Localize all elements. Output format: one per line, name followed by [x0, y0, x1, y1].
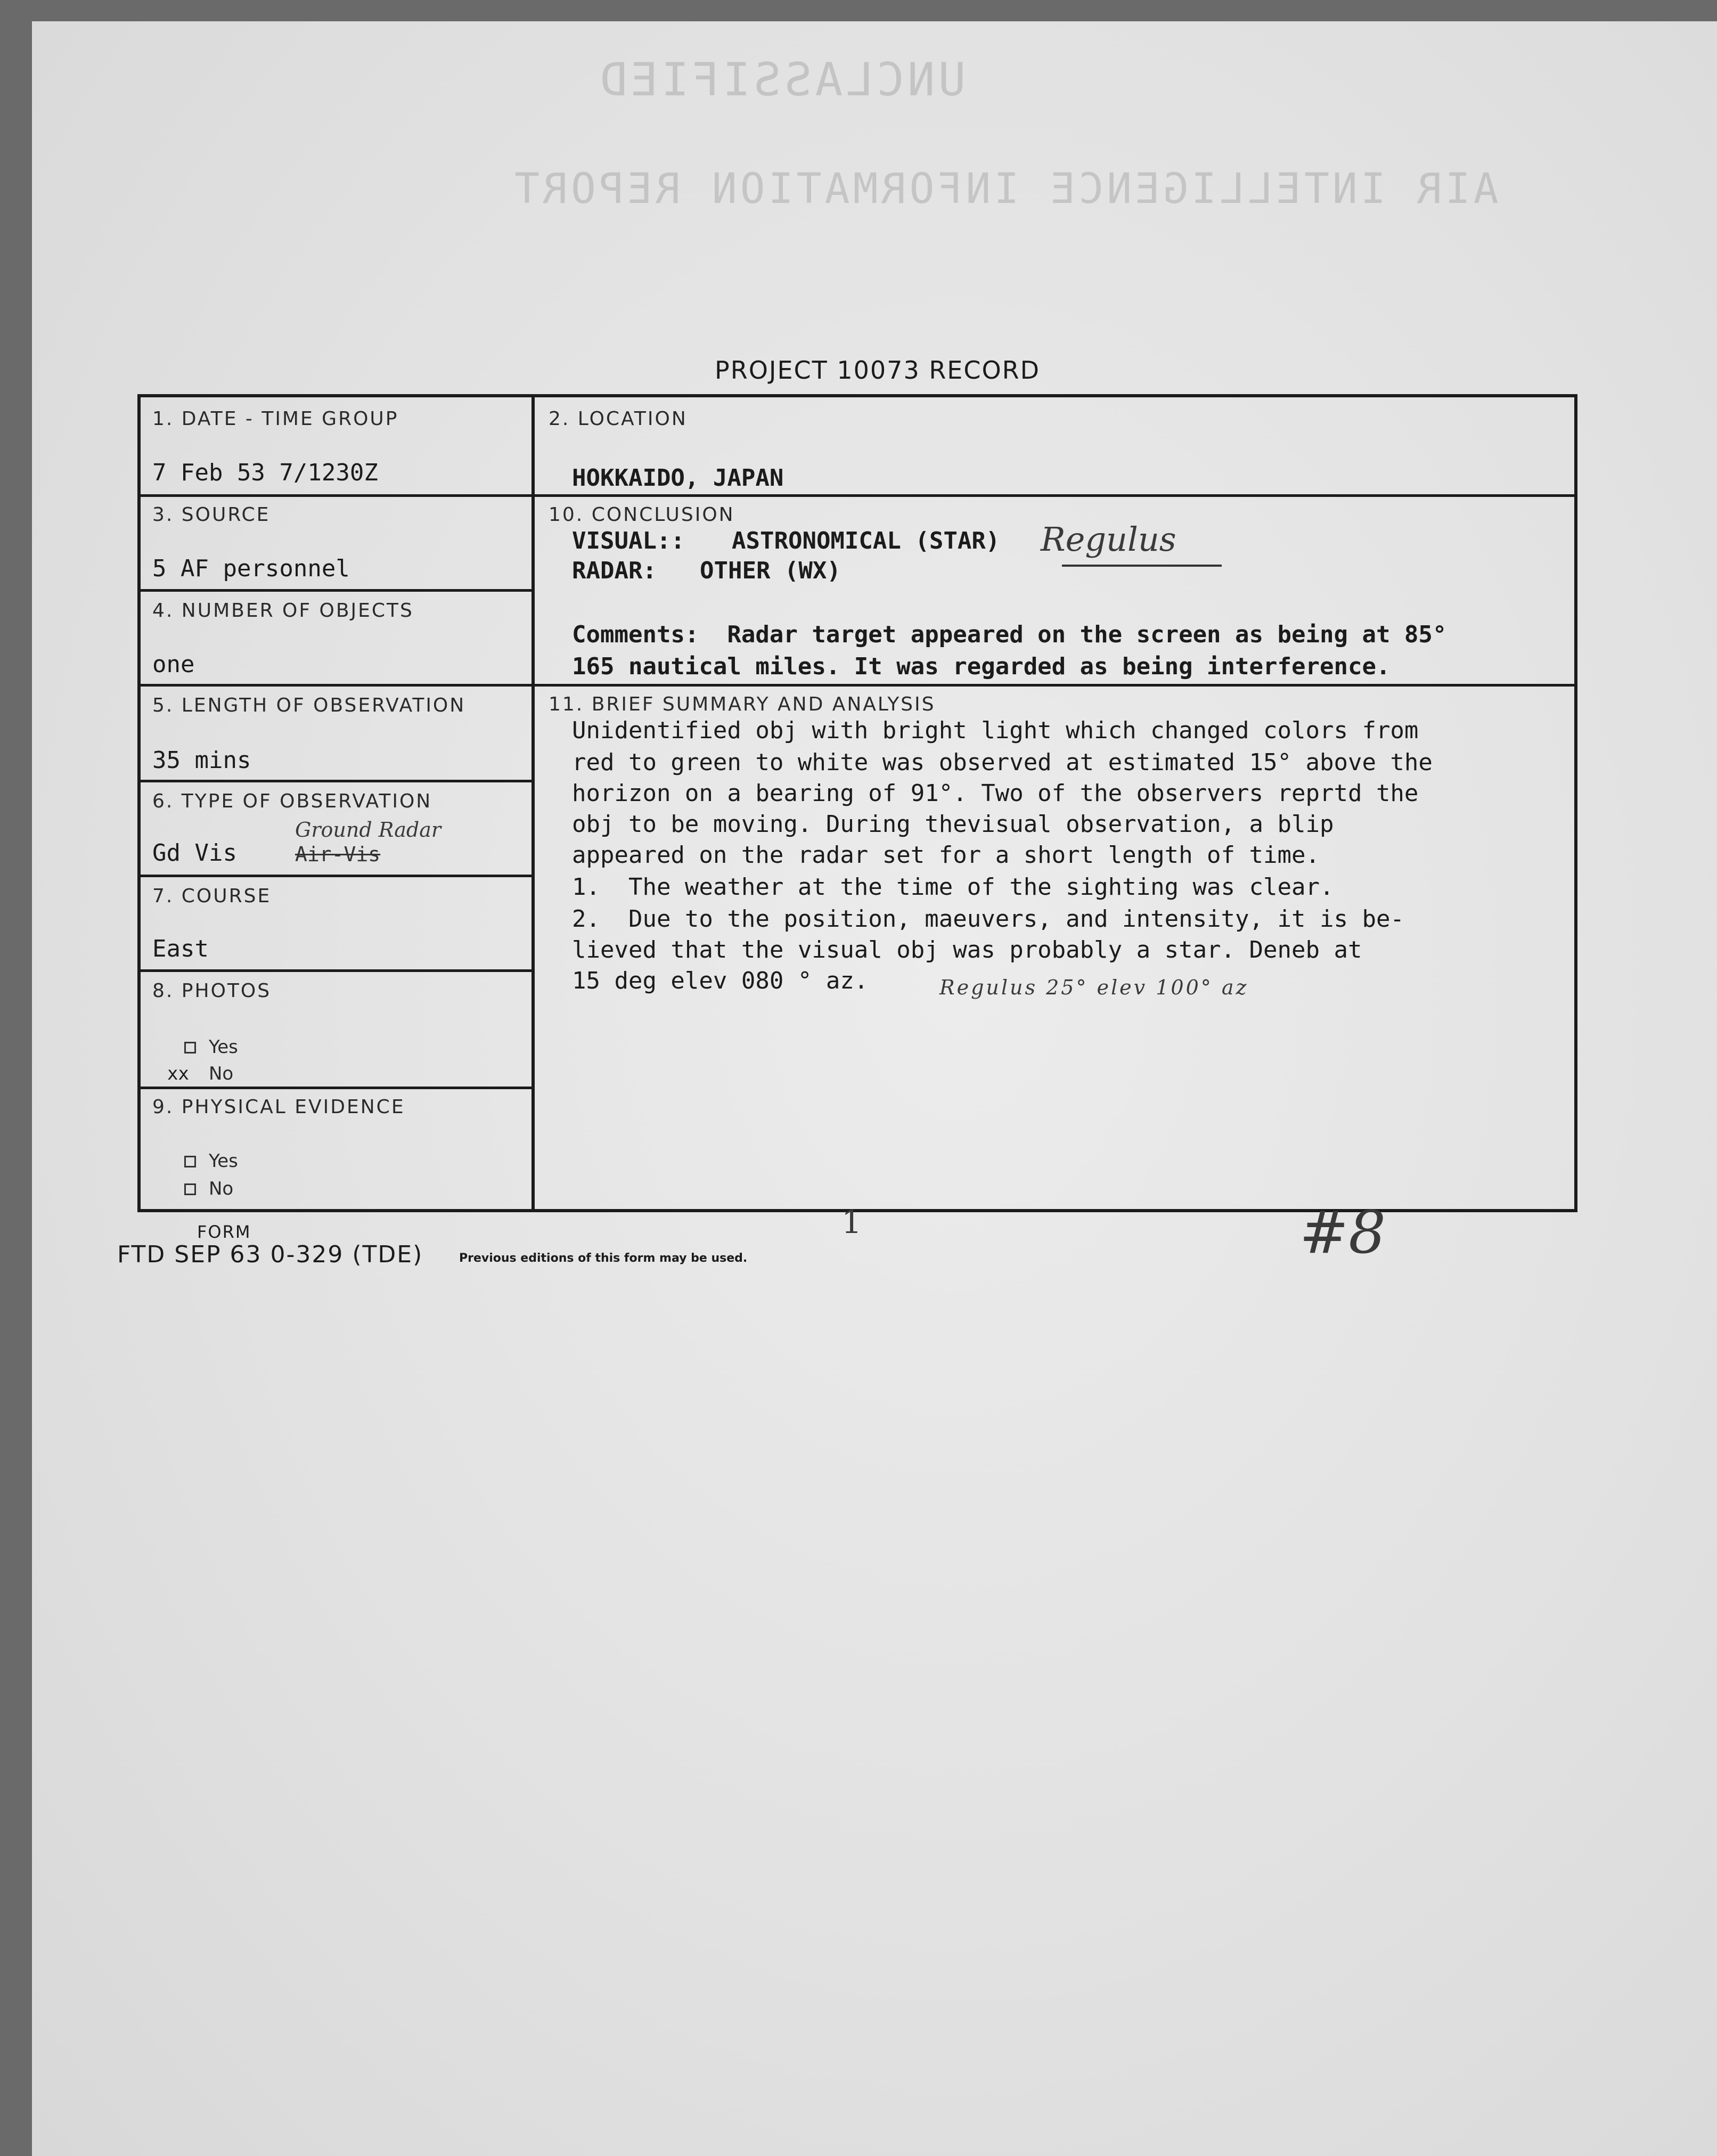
summary-line: 15 deg elev 080 ° az.	[572, 967, 869, 994]
date-time-value: 7 Feb 53 7/1230Z	[152, 459, 378, 486]
bleed-through-report-title: AIR INTELLIGENCE INFORMATION REPORT	[511, 165, 1499, 213]
source-label: 3. SOURCE	[152, 504, 271, 526]
summary-line: red to green to white was observed at estimated 15° above the	[572, 749, 1433, 776]
footer-form-id: FTD SEP 63 0-329 (TDE)	[117, 1241, 423, 1268]
type-value: Gd Vis	[152, 839, 237, 867]
photos-label: 8. PHOTOS	[152, 980, 272, 1002]
length-label: 5. LENGTH OF OBSERVATION	[152, 695, 466, 716]
visual-value: ASTRONOMICAL (STAR)	[732, 527, 1000, 554]
row-divider	[141, 875, 532, 877]
photos-yes-checkbox[interactable]	[184, 1042, 196, 1054]
type-handwritten-note: Ground Radar	[295, 818, 441, 842]
comments-line-1: Comments: Radar target appeared on the screen as being at 85°	[572, 621, 1447, 648]
row-divider	[141, 1087, 532, 1089]
row-divider	[141, 969, 532, 972]
case-number: #8	[1299, 1198, 1386, 1267]
summary-line: horizon on a bearing of 91°. Two of the observers reprtd the	[572, 780, 1419, 807]
physical-yes-checkbox[interactable]	[184, 1156, 196, 1167]
physical-yes-label: Yes	[209, 1150, 238, 1172]
type-label: 6. TYPE OF OBSERVATION	[152, 790, 432, 812]
course-label: 7. COURSE	[152, 885, 272, 907]
location-value: HOKKAIDO, JAPAN	[572, 464, 784, 492]
bleed-through-header: UNCLASSIFIED	[596, 53, 966, 107]
form-title: PROJECT 10073 RECORD	[715, 356, 1041, 385]
summary-line: Unidentified obj with bright light which changed colors from	[572, 717, 1419, 744]
summary-line: obj to be moving. During thevisual observation, a blip	[572, 811, 1334, 838]
document-page	[32, 21, 1717, 2156]
date-time-label: 1. DATE - TIME GROUP	[152, 408, 399, 430]
summary-handwritten-note: Regulus 25° elev 100° az	[939, 976, 1249, 999]
num-objects-value: one	[152, 651, 195, 678]
column-divider	[532, 397, 535, 1209]
record-form	[137, 394, 1577, 1212]
summary-line: lieved that the visual obj was probably a star. Deneb at	[572, 936, 1362, 963]
row-divider	[141, 494, 1574, 497]
physical-no-label: No	[209, 1178, 234, 1199]
visual-handwritten-note: Regulus	[1041, 520, 1176, 559]
location-label: 2. LOCATION	[549, 408, 688, 430]
summary-label: 11. BRIEF SUMMARY AND ANALYSIS	[549, 693, 936, 715]
num-objects-label: 4. NUMBER OF OBJECTS	[152, 600, 414, 622]
physical-evidence-label: 9. PHYSICAL EVIDENCE	[152, 1096, 405, 1118]
handwritten-underline	[1062, 565, 1222, 567]
footer-form-word: FORM	[197, 1222, 251, 1242]
summary-line: 1. The weather at the time of the sighting was clear.	[572, 873, 1334, 901]
length-value: 35 mins	[152, 747, 251, 774]
row-divider	[141, 589, 532, 592]
photos-no-label: No	[209, 1063, 234, 1084]
photos-no-mark: xx	[167, 1063, 189, 1084]
footer-note: Previous editions of this form may be used.	[459, 1252, 748, 1265]
comments-line-2: 165 nautical miles. It was regarded as being interference.	[572, 653, 1391, 680]
visual-label: VISUAL::	[572, 527, 685, 554]
summary-line: appeared on the radar set for a short length of time.	[572, 842, 1320, 869]
page-mark: 1	[841, 1204, 862, 1241]
summary-line: 2. Due to the position, maeuvers, and intensity, it is be-	[572, 905, 1404, 933]
course-value: East	[152, 935, 209, 962]
physical-no-checkbox[interactable]	[184, 1183, 196, 1195]
conclusion-label: 10. CONCLUSION	[549, 504, 735, 526]
row-divider	[141, 780, 532, 782]
type-struck-value: Air-Vis	[295, 843, 381, 866]
source-value: 5 AF personnel	[152, 555, 350, 582]
row-divider	[141, 684, 1574, 687]
radar-value: OTHER (WX)	[700, 557, 841, 584]
radar-label: RADAR:	[572, 557, 657, 584]
photos-yes-label: Yes	[209, 1036, 238, 1058]
